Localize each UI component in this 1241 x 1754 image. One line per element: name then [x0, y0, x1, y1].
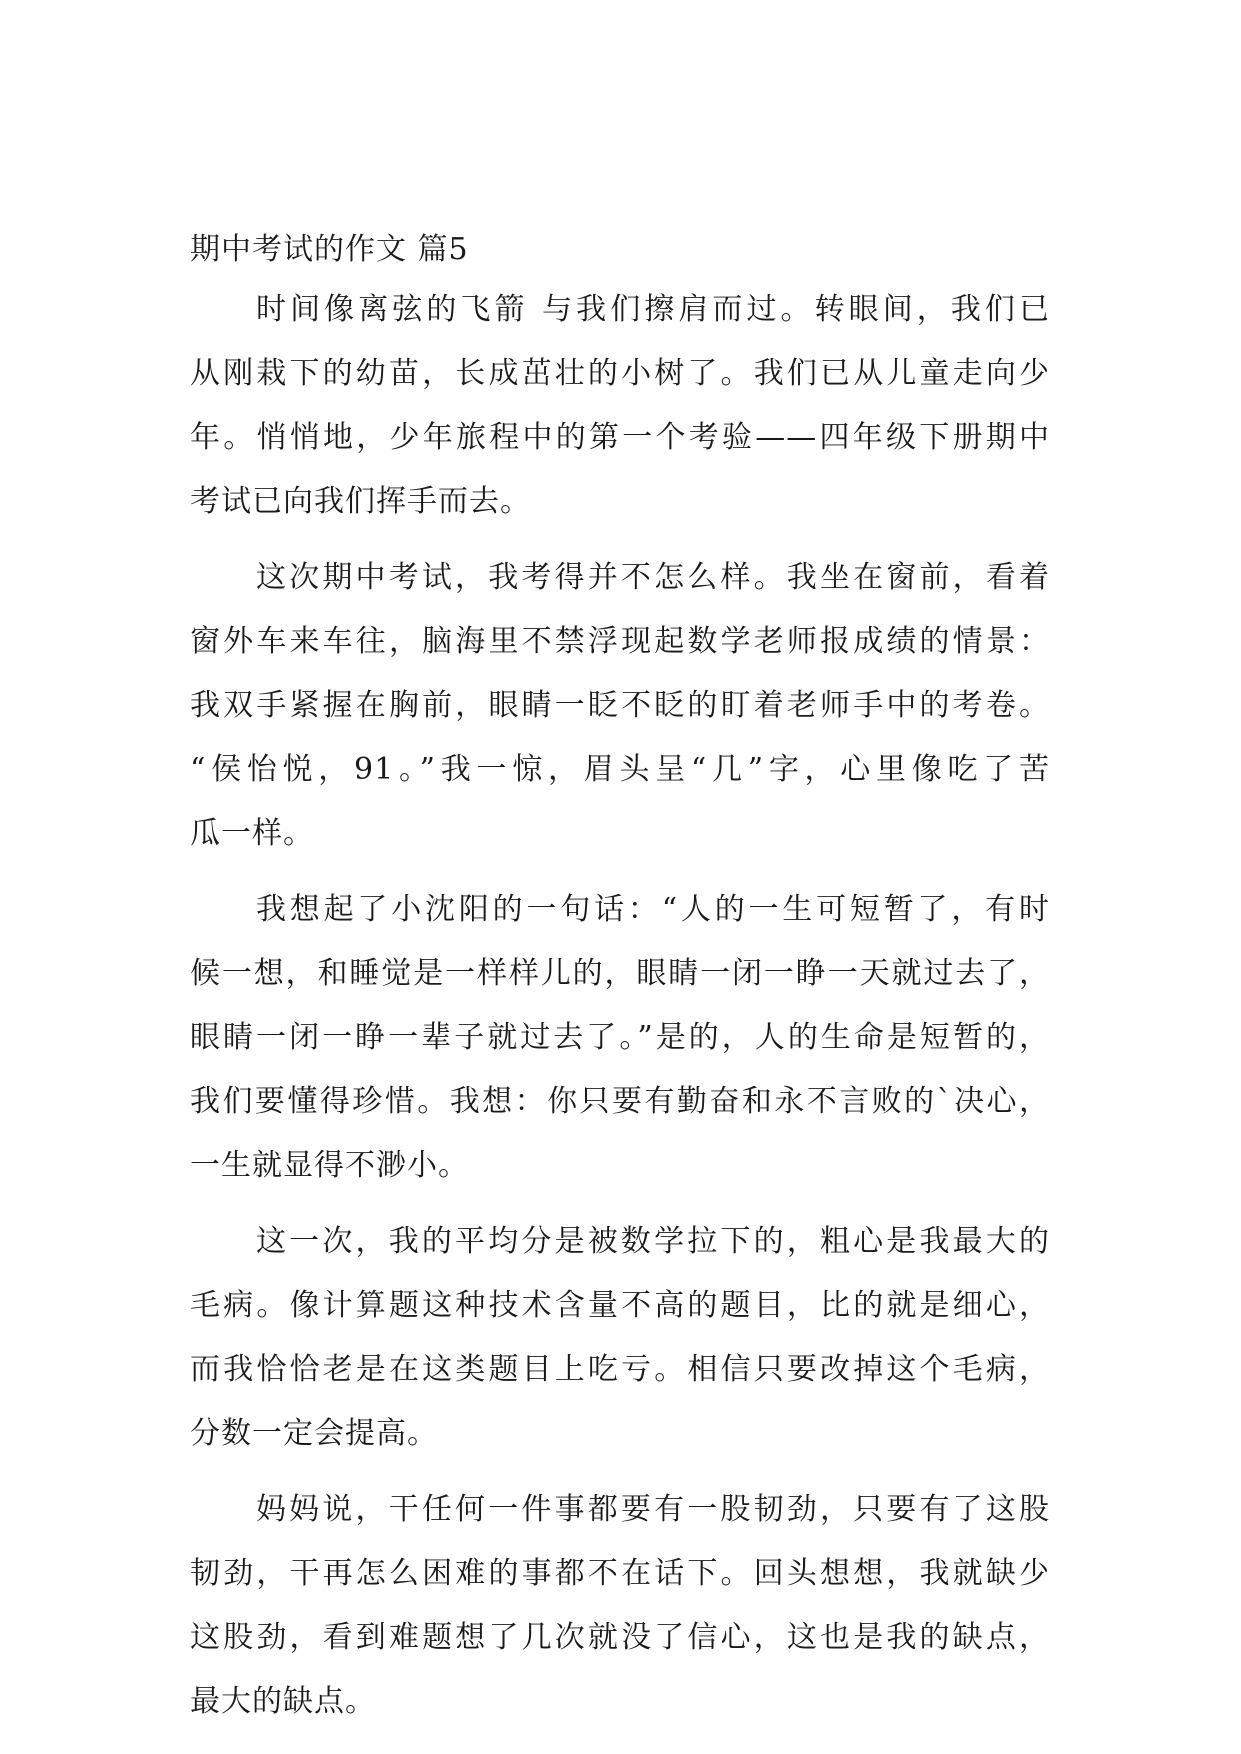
- text-line: 而我恰恰老是在这类题目上吃亏。相信只要改掉这个毛病，: [190, 1352, 1050, 1387]
- essay-body: [190, 278, 1050, 1746]
- text-line: 最大的缺点。: [190, 1684, 376, 1719]
- text-line: 一生就显得不渺小。: [190, 1148, 469, 1183]
- essay-title: 期中考试的作文 篇5: [190, 232, 469, 267]
- text-line: 这股劲，看到难题想了几次就没了信心，这也是我的缺点，: [190, 1620, 1050, 1655]
- text-line: 年。悄悄地，少年旅程中的第一个考验——四年级下册期中: [190, 420, 1050, 455]
- paragraph-4: [190, 1210, 1050, 1466]
- paragraph-5: [190, 1478, 1050, 1734]
- text-line: 毛病。像计算题这种技术含量不高的题目，比的就是细心，: [190, 1288, 1050, 1323]
- text-line: 韧劲，干再怎么困难的事都不在话下。回头想想，我就缺少: [190, 1556, 1050, 1591]
- text-line: 时间像离弦的飞箭 与我们擦肩而过。转眼间，我们已: [256, 292, 1050, 327]
- text-line: 候一想，和睡觉是一样样儿的，眼睛一闭一睁一天就过去了，: [190, 956, 1050, 991]
- text-line: 这一次，我的平均分是被数学拉下的，粗心是我最大的: [256, 1224, 1050, 1259]
- text-line: 我双手紧握在胸前，眼睛一眨不眨的盯着老师手中的考卷。: [190, 688, 1050, 723]
- text-line: 眼睛一闭一睁一辈子就过去了。”是的，人的生命是短暂的，: [190, 1020, 1050, 1055]
- text-line: 这次期中考试，我考得并不怎么样。我坐在窗前，看着: [256, 560, 1050, 595]
- paragraph-2: [190, 546, 1050, 866]
- paragraph-3: [190, 878, 1050, 1198]
- text-line: 从刚栽下的幼苗，长成茁壮的小树了。我们已从儿童走向少: [190, 356, 1050, 391]
- text-line: “侯怡悦，91。”我一惊，眉头呈“几”字，心里像吃了苦: [190, 752, 1050, 787]
- text-line: 窗外车来车往，脑海里不禁浮现起数学老师报成绩的情景：: [190, 624, 1050, 659]
- text-line: 分数一定会提高。: [190, 1416, 438, 1451]
- paragraph-1: [190, 278, 1050, 534]
- text-line: 瓜一样。: [190, 816, 314, 851]
- text-line: 妈妈说，干任何一件事都要有一股韧劲，只要有了这股: [256, 1492, 1050, 1527]
- text-line: 我们要懂得珍惜。我想：你只要有勤奋和永不言败的`决心，: [190, 1084, 1050, 1119]
- text-line: 考试已向我们挥手而去。: [190, 484, 531, 519]
- text-line: 我想起了小沈阳的一句话：“人的一生可短暂了，有时: [256, 892, 1050, 927]
